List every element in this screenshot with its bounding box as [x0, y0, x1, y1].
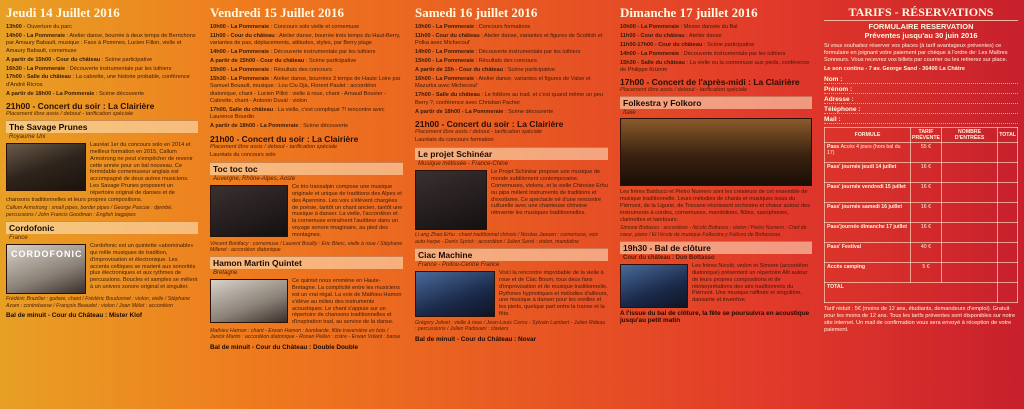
quantity-cell[interactable]	[941, 143, 997, 163]
schedule-line: 11h00 - Cour du château : Atelier danse, variantes et figures de Scottish et Polka avec Michecoul'	[415, 32, 603, 47]
pass-label: Pass' journée vendredi 15 juillet	[825, 183, 911, 203]
quantity-cell[interactable]	[941, 183, 997, 203]
field-prenom[interactable]: Prénom :	[824, 86, 1018, 94]
field-telephone[interactable]: Téléphone :	[824, 106, 1018, 114]
band-name: Hamon Martin Quintet	[210, 256, 403, 269]
total-cell[interactable]	[998, 163, 1018, 183]
pass-price: 55 €	[911, 143, 942, 163]
day-title: Vendredi 15 Juillet 2016	[210, 5, 344, 20]
band-description: Lauréat 1er du concours solo en 2014 et meilleur formation en 2015, Callum Armstrong ne peut s'empêcher de revenir cette année pour un bal nouveau. Ce formidable cornemuseur anglais est accompagné de deux autres musiciens. Les Savage Prunes proposent un répertoire original de danses et de chansons traditionnelles et leurs propres compositions.	[6, 142, 193, 203]
band-description: Ce quintet nous emmène en Haute-Bretagne. La complicité entre les musiciens est un vrai régal. La voix de Mathieu Hamon s'élève au milieu des instruments acoustiques. Le chant s'appuie sur un répertoire de chansons traditionnelles et d'inspiration trad, au service de la danse.	[292, 278, 402, 326]
band-credits: Li ang Zhao Erhu : chant traditionnel chinois / Nicolas Jaouen : cornemuse, voix auto-harpe - Denis Sprick : accordéon / Julien Serré : violon, mandoline	[415, 232, 599, 245]
quantity-cell[interactable]	[941, 243, 997, 263]
total-cell[interactable]	[998, 183, 1018, 203]
day-column-saturday	[409, 0, 614, 409]
bal-minuit: Bal de minuit - Cour du Château : Mister Klof	[6, 311, 142, 319]
day-column-thursday	[0, 0, 204, 409]
total-cell[interactable]	[998, 263, 1018, 283]
concert-title: 21h00 - Concert du soir : La Clairière	[210, 133, 359, 144]
bal-minuit: Bal de minuit - Cour du Château : Novar	[415, 335, 537, 343]
schedule-line: A partir de 18h00 - La Pommeraie : Scène découverte	[6, 90, 145, 97]
schedule-line: A partir de 15h00 - Cour du château : Scène participative	[210, 58, 357, 65]
schedule-line: 13h00 - Ouverture du parc	[6, 24, 72, 30]
band-name: Ciac Machine	[415, 248, 608, 261]
form-instructions: Si vous souhaitez réserver vos places (à tarif avantageux préventes) ce formulaire en joignant votre paiement par chèque à l'ordre de: Les Maîtres Sonneurs. Vous recevrez vos billets par courrier ou les retirerez sur place.	[824, 43, 1008, 63]
band-credits: Vincent Bonifacy : cornemuse / Laurent Bouilly : Eric Blanc, vielle à roue / Stéphane Milleret : accordéon diatonique	[210, 240, 403, 253]
schedule-line: 16h30 - La Pommeraie : Découverte instrumentale par les luthiers	[6, 65, 172, 72]
band-origin: Auvergne, Rhône-Alpes, Aoste	[213, 176, 296, 183]
band-photo	[415, 271, 495, 317]
grand-total-cell[interactable]	[998, 283, 1018, 303]
band-name: Cordofonic	[6, 221, 198, 234]
table-row	[825, 223, 1018, 243]
schedule-line: 10h00 - La Pommeraie : Messe dansée du Bal	[620, 24, 738, 30]
band-credits: Mathieu Hamon : chant - Erwan Hamon : bombarde, flûte traversière en bois / Janick Martin : accordéon diatonique - Ronan Pellen : cistre - Erwan Volant : basse	[210, 327, 401, 341]
closing-subtitle: Cour du château : Duo Bottasso	[623, 255, 715, 262]
laureats-note: Lauréats du concours formation	[415, 136, 494, 143]
address: Le son continu - 7 av. George Sand - 36400 La Châtre	[824, 66, 966, 73]
band-credits: Simone Bottasso : accordéon - Nicolò Bottasso : violon / Pietro Numero : Chef de cœur, piano / Et l'école de musique Folkestra y Folkoro de Bottasoroa	[620, 225, 807, 238]
table-header-row	[825, 128, 1018, 143]
schedule-line: A partir de 15h - Cour du château : Scène participative	[415, 67, 556, 74]
band-origin: Bretagne	[213, 270, 238, 277]
field-mail[interactable]: Mail :	[824, 116, 1018, 124]
preventes-date: Préventes jusqu'au 30 juin 2016	[864, 31, 978, 40]
schedule-line: 14h00 - La Pommeraie : Découverte instrumentale par les luthiers	[210, 49, 376, 56]
band-photo	[210, 185, 288, 237]
quantity-cell[interactable]	[941, 163, 997, 183]
schedule-line: 15h00 - La Pommeraie : Résultats des concours	[210, 67, 332, 74]
band-name: Le projet Schinéar	[415, 147, 608, 160]
table-header: TARIF PRÉVENTE	[912, 129, 940, 142]
schedule-line: 10h00 - La Pommeraie : Concours solo vielle et cornemuse	[210, 24, 360, 30]
schedule-line: 15h00 - La Pommeraie : Résultats des concours	[415, 58, 537, 65]
schedule-line: 17h00, Salle du château : La vielle, c'est compliqué ?! rencontre avec Laurence Bourdin	[210, 107, 385, 121]
band-description: Voici la rencontre improbable de la vielle à roue et de Ciac Boum, tous deux fans d'improvisation et de musique traditionnelle. Rythmes hypnotiques et mélodies d'ailleurs, une musique à danser pour les oreilles et les pieds, quelque part entre la transe et la fête.	[499, 270, 608, 317]
schedule-line: A partir de 15h00 - Cour du château : Scène participative	[6, 56, 153, 63]
table-row	[825, 203, 1018, 223]
field-nom[interactable]: Nom :	[824, 76, 1018, 84]
band-name: Folkestra y Folkoro	[620, 96, 812, 109]
pass-price: 40 €	[911, 243, 942, 263]
table-row	[825, 143, 1018, 163]
pass-price: 5 €	[911, 263, 942, 283]
pass-price: 16 €	[911, 223, 942, 243]
schedule-line: 11h00-17h00 - Cour du château : Scène participative	[620, 41, 755, 48]
band-credits: Callum Armstrong : small pipes, border pipes / George Pascoe : djembé, percussions / John Francis Goodman : English bagpipes	[6, 205, 173, 218]
day-title: Jeudi 14 Juillet 2016	[6, 5, 120, 20]
concert-note: Placement libre assis / debout - tarification spéciale	[620, 87, 748, 94]
total-label: TOTAL	[825, 283, 998, 303]
schedule-line: 16h00 - La Pommeraie : Atelier danse, variantes et figures de Valse et Mazurka avec Michecoul'	[415, 75, 591, 90]
pass-price: 16 €	[911, 183, 942, 203]
band-photo	[415, 170, 487, 230]
day-column-sunday	[614, 0, 818, 409]
closing-description: Les frères Nicolò, violon et Simone (accordéon diatonique) présentent un répertoire Alti autour de leurs propres compositions et de réinterprétations des airs traditionnels du Piémont. Une musique raffinée et singulière, dansante et inventive.	[692, 263, 808, 304]
schedule-line: 14h00 - La Pommeraie : Découverte instrumentale par les luthiers	[620, 50, 786, 57]
band-name: The Savage Prunes	[6, 120, 198, 133]
table-row	[825, 263, 1018, 283]
band-credits: Frédéric Brazilier : guitare, chant / Frédéric Boudonnet : violon, vielle / Stéphane Azam : contrebasse / François Beaudet : violon / Joan Mélet : accordéon	[6, 296, 190, 309]
band-description: Les frères Balducci et Pietro Numero sont les créateurs de cet ensemble de musique traditionnelle. Leurs mélodies de chants et musiques issus du Piémont, de la Ligurie, de Toscane réunissent orchestre et chœur autour des instruments à cordes, cornemuses, mandolines, flûtes, saxophones, clarinettes et tambours.	[620, 189, 810, 223]
band-name: Toc toc toc	[210, 162, 403, 175]
day-title: Samedi 16 juillet 2016	[415, 5, 538, 20]
table-row-total	[825, 283, 1018, 303]
concert-title: 17h00 - Concert de l'après-midi : La Clairière	[620, 77, 800, 88]
bal-minuit: Bal de minuit - Cour du Château : Double Double	[210, 343, 359, 351]
table-row	[825, 183, 1018, 203]
pass-label: Pass' journée samedi 16 juillet	[825, 203, 911, 223]
table-row	[825, 163, 1018, 183]
concert-note: Placement libre assis / debout - tarification spéciale	[415, 128, 543, 135]
total-cell[interactable]	[998, 223, 1018, 243]
tarifs-column	[818, 0, 1024, 409]
closing-title: 19h30 - Bal de clôture	[620, 241, 812, 254]
band-photo: CORDOFONIC	[6, 244, 86, 294]
quantity-cell[interactable]	[941, 203, 997, 223]
table-header: TOTAL	[998, 128, 1018, 143]
tarifs-title: TARIFS - RÉSERVATIONS	[848, 5, 994, 19]
schedule-line: 11h00 - Cour du château : Atelier danse	[620, 32, 722, 39]
concert-note: Placement libre assis / debout - tarification spéciale	[6, 111, 134, 118]
pass-price: 16 €	[911, 163, 942, 183]
schedule-line: A partir de 18h00 - La Pommeraie : Scène découverte	[415, 108, 554, 115]
band-origin: Italie	[623, 110, 636, 117]
table-row	[825, 243, 1018, 263]
band-origin: France - Poitou-Centre France	[418, 262, 500, 269]
schedule-line: 15h30 - La Pommeraie : Atelier danse, bourrées 3 temps de Haute Loire par Samuel Bouault, musique : Lou Ciu Djà, Florent Paulet : accordéon diatonique, chant - Lucien Pillot : vielle à roue, chant - Arnaud Bouvier - Cabrette, chant - Antonin Duval : violon	[210, 75, 401, 105]
band-photo	[210, 279, 288, 323]
footer-note: Tarif réduit : 5€ (moins de 12 ans, étudiants, demandeurs d'emploi). Gratuit pour les moins de 12 ans. Tous les tarifs préventes sont disponibles sur notre site internet. Un mail de confirmation vous sera envoyé à réception de votre paiement.	[824, 306, 1016, 333]
schedule-line: 10h00 - La Pommeraie : Concours formations	[415, 24, 531, 30]
band-description: Cordofonic est un quintette «abominable» qui mêle musiques de tradition, d'improvisation et électronique. Les accents celtiques se marient aux sonorités plus électroniques et aux rythmes de percussions. Boucles et samples se mêlent à un univers sonore original et singulier.	[90, 243, 198, 290]
form-title: FORMULAIRE RESERVATION	[824, 20, 1018, 31]
day-title: Dimanche 17 juillet 2016	[620, 5, 758, 20]
band-photo	[6, 143, 86, 191]
band-photo	[620, 118, 812, 186]
laureats-note: Lauréats du concours solo	[210, 151, 276, 158]
concert-note: Placement libre assis / debout - tarification spéciale	[210, 143, 338, 150]
band-origin: France	[9, 235, 28, 242]
band-photo	[620, 264, 688, 308]
schedule-line: 14h00 - La Pommeraie : Atelier danse, bourrée à deux temps de Berrichons par Amaury Babault, musique : Face à Pommes, Lucien Fillon, vielle et Amaury Babault, cornemuse	[6, 32, 196, 54]
total-cell[interactable]	[998, 243, 1018, 263]
pass-label: Pass'journée dimanche 17 juillet	[825, 223, 911, 243]
table-header: FORMULE	[825, 128, 911, 143]
band-description: Le Projet Schinéar propose une musique de monde subtilement contemporaine. Cornemuses, violons, et la vielle Chinoise Erhu ou pipa mêlent instruments de traditions et d'exotisme. Ce spectacle né d'une rencontre culturelle avec une chanteuse chinoise réinvente les musiques traditionnelles.	[491, 169, 608, 217]
field-adresse[interactable]: Adresse :	[824, 96, 1018, 104]
schedule-line: 17h00 - Salle du château : La cabrette, une histoire probable, conférence d'André Ricros	[6, 74, 190, 88]
concert-title: 21h00 - Concert du soir : La Clairière	[6, 101, 155, 112]
quantity-cell[interactable]	[941, 263, 997, 283]
quantity-cell[interactable]	[941, 223, 997, 243]
schedule-line: 17h00 - Salle du château : Le folklore au trad, et c'est quand même un peu Berry ?, conférence avec Christian Pacher	[415, 92, 603, 106]
band-description: Ce trio transalpin compose une musique originale et unique de traditions des Alpes et des Apennins. Les voix s'élèvent chargées de poésie, tantôt un chant ancien, tantôt une musique à danser. La vielle, l'accordéon et la cornemuse entraînent l'auditeur dans un voyage sonore imaginaire, au pied des montagnes.	[292, 184, 403, 238]
closing-note: A l'issue du bal de clôture, la fête se poursuivra en acoustique jusqu'au petit matin	[620, 310, 810, 325]
schedule-line: 15h30 - Salle du château : La vielle ou la cornemuse aux pieds, conférence de Philippe Krümm	[620, 59, 810, 74]
day-column-friday	[204, 0, 409, 409]
pass-label: Pass' journée jeudi 14 juillet	[825, 163, 911, 183]
schedule-line: 14h00 - La Pommeraie : Découverte instrumentale par les luthiers	[415, 49, 581, 56]
pass-label: Pass' Festival	[825, 243, 911, 263]
pass-label: Pass Accès 4 jours (hors bal du 17)	[825, 143, 911, 163]
schedule-line: 11h00 - Cour du château : Atelier danse, bourrée trois temps du Haut-Berry, variantes de pas, déplacements, attitudes, styles, par Berry plage	[210, 32, 401, 47]
total-cell[interactable]	[998, 203, 1018, 223]
total-cell[interactable]	[998, 143, 1018, 163]
band-origin: Royaume Uni	[9, 134, 46, 141]
pass-price: 16 €	[911, 203, 942, 223]
concert-title: 21h00 - Concert du soir : La Clairière	[415, 118, 564, 129]
band-credits: Grégory Jolivet : vielle à roue / Jean-Louis Cornu - Sylvain Lambert - Julien Rideau : percussions / Julien Padovani : claviers	[415, 319, 606, 333]
tariff-table	[824, 127, 1018, 303]
schedule-line: A partir de 18h00 - La Pommeraie : Scène découverte	[210, 123, 349, 130]
pass-label: Accès camping	[825, 263, 911, 283]
table-header: NOMBRE D'ENTRÉES	[941, 128, 997, 143]
band-origin: Musique métissée - France-Chine	[418, 161, 509, 168]
